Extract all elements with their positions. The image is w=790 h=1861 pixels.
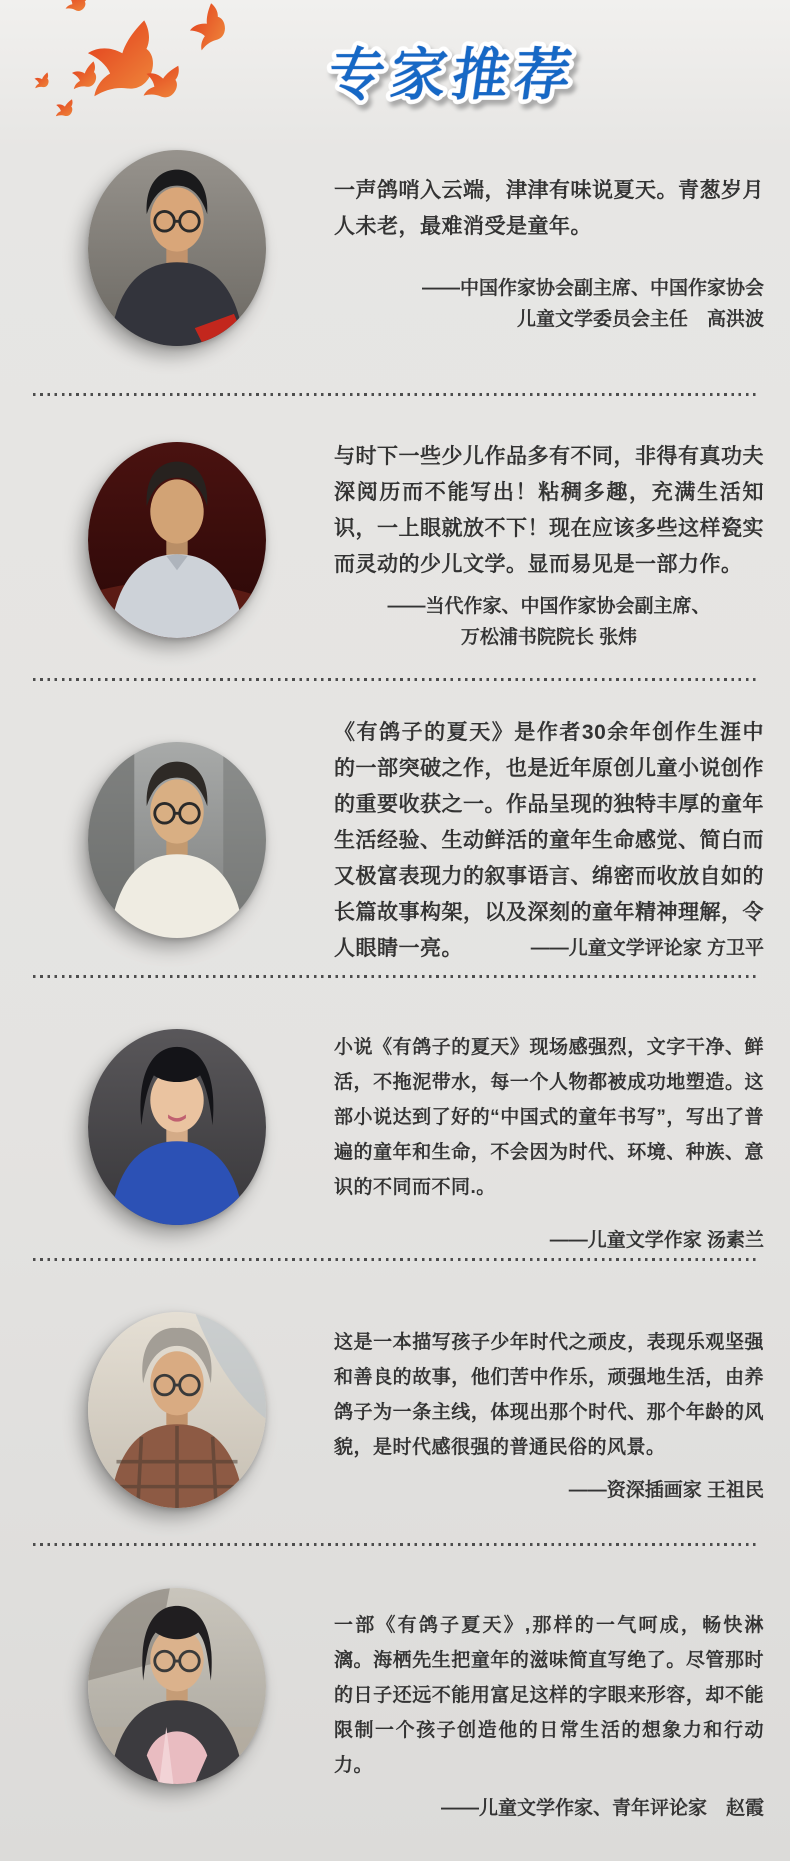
expert-section-wang-zumin — [0, 1262, 790, 1543]
expert-quote: 这是一本描写孩子少年时代之顽皮，表现乐观坚强和善良的故事，他们苦中作乐，顽强地生活，由养鸽子为一条主线，体现出那个时代、那个年龄的风貌，是时代感很强的普通民俗的风景。 — [334, 1332, 764, 1458]
expert-section-zhao-xia — [0, 1547, 790, 1847]
expert-photo-tang-sulan — [88, 1029, 266, 1225]
expert-text-block — [334, 1608, 764, 1824]
expert-section-tang-sulan — [0, 979, 790, 1258]
expert-section-gao-hongbo — [0, 140, 790, 393]
section-divider — [33, 1258, 757, 1261]
attribution-line: ——儿童文学评论家 方卫平 — [530, 938, 764, 959]
expert-text-block — [334, 1030, 764, 1256]
page-title — [290, 26, 610, 126]
expert-quote: 一部《有鸽子夏天》,那样的一气呵成，畅快淋漓。海栖先生把童年的滋味简直写绝了。尽管那时的日子还远不能用富足这样的字眼来形容，却不能限制一个孩子创造他的日常生活的想象力和行动力。 — [334, 1615, 764, 1776]
section-divider — [33, 393, 757, 396]
expert-attribution — [334, 1475, 764, 1506]
expert-text-block — [334, 173, 764, 335]
attribution-line: ——资深插画家 王祖民 — [568, 1480, 764, 1501]
expert-attribution — [334, 273, 764, 335]
section-divider — [33, 1543, 757, 1546]
expert-text-block — [334, 715, 764, 967]
expert-photo-fang-weiping — [88, 742, 266, 938]
attribution-line: 万松浦书院院长 张炜 — [460, 627, 638, 648]
expert-quote: 与时下一些少儿作品多有不同，非得有真功夫深阅历而不能写出！粘稠多趣，充满生活知识，一上眼就放不下！现在应该多些这样瓷实而灵动的少儿文学。显而易见是一部力作。 — [334, 445, 764, 576]
expert-quote: 一声鸽哨入云端，津津有味说夏天。青葱岁月人未老，最难消受是童年。 — [334, 179, 764, 238]
expert-photo-gao-hongbo — [88, 150, 266, 346]
expert-attribution — [334, 591, 764, 653]
attribution-line: ——当代作家、中国作家协会副主席、 — [387, 596, 711, 617]
section-divider — [33, 975, 757, 978]
attribution-line: 儿童文学委员会主任 高洪波 — [516, 309, 764, 330]
expert-attribution — [334, 1225, 764, 1256]
section-divider — [33, 678, 757, 681]
expert-attribution — [334, 1793, 764, 1824]
expert-quote: 《有鸽子的夏天》是作者30余年创作生涯中的一部突破之作，也是近年原创儿童小说创作的重要收获之一。作品呈现的独特丰厚的童年生活经验、生动鲜活的童年生命感觉、简白而又极富表现力的叙事语言、绵密而收放自如的长篇故事构架，以及深刻的童年精神理解，令人眼睛一亮。 — [334, 721, 764, 960]
expert-photo-wang-zumin — [88, 1312, 266, 1508]
doves-icon — [12, 0, 232, 125]
expert-photo-zhao-xia — [88, 1588, 266, 1784]
attribution-line: ——儿童文学作家、青年评论家 赵霞 — [440, 1798, 764, 1819]
expert-text-block — [334, 439, 764, 653]
attribution-line: ——中国作家协会副主席、中国作家协会 — [421, 278, 764, 299]
expert-text-block — [334, 1325, 764, 1506]
expert-section-zhang-wei — [0, 397, 790, 678]
expert-photo-zhang-wei — [88, 442, 266, 638]
expert-section-fang-weiping — [0, 682, 790, 975]
attribution-line: ——儿童文学作家 汤素兰 — [549, 1230, 764, 1251]
page-title-text: 专家推荐 — [324, 43, 582, 106]
expert-quote: 小说《有鸽子的夏天》现场感强烈，文字干净、鲜活，不拖泥带水，每一个人物都被成功地塑造。这部小说达到了好的“中国式的童年书写”，写出了普遍的童年和生命，不会因为时代、环境、种族、意识的不同而不同.。 — [334, 1037, 764, 1198]
